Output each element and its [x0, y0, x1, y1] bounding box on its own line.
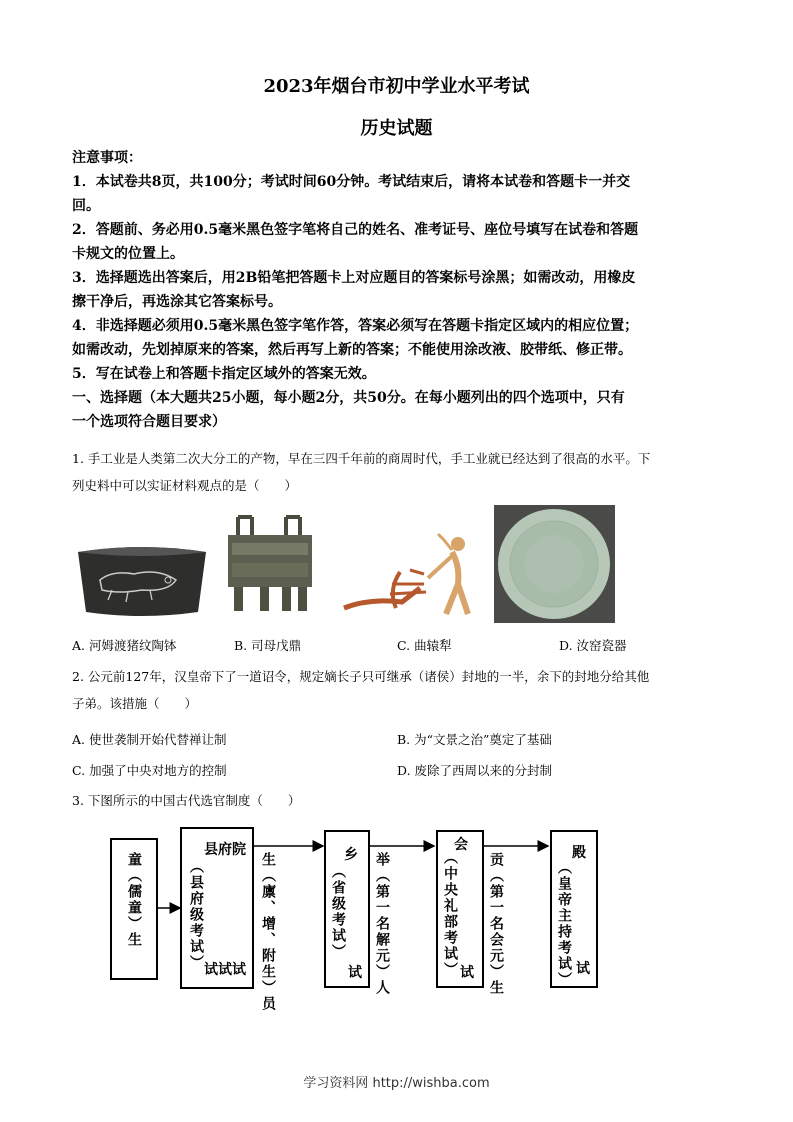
diagram-label: 试 [576, 961, 590, 977]
diagram-label: （皇帝主持考试） [556, 860, 572, 988]
exam-title: 2023年烟台市初中学业水平考试 [263, 76, 530, 97]
notice-line: 3．选择题选出答案后，用2B铅笔把答题卡上对应题目的答案标号涂黑；如需改动，用橡皮 [72, 270, 636, 286]
q2-option-c[interactable]: C. 加强了中央对地方的控制 [72, 763, 227, 778]
diagram-label: （中央礼部考试） [442, 850, 458, 978]
diagram-box-county-exam [180, 827, 254, 989]
diagram-label: 殿 [572, 845, 586, 861]
diagram-label: 童（儒童）生 [126, 852, 142, 948]
notice-line: 5．写在试卷上和答题卡指定区域外的答案无效。 [72, 366, 376, 382]
diagram-label: 试 [460, 965, 474, 981]
notice-line: 如需改动，先划掉原来的答案，然后再写上新的答案；不能使用涂改液、胶带纸、修正带。 [72, 342, 632, 358]
diagram-box-tongsheng [110, 838, 158, 980]
q1-option-d[interactable]: D. 汝窑瓷器 [559, 638, 627, 653]
diagram-label: 县府院 [204, 842, 246, 858]
question-2-line: 2. 公元前127年，汉皇帝下了一道诏令，规定嫡长子只可继承（诸侯）封地的一半，余下的封地分给其他 [72, 669, 650, 684]
diagram-label: （省级考试） [330, 864, 346, 960]
q1-option-a[interactable]: A. 河姆渡猪纹陶钵 [72, 638, 177, 653]
question-1-line: 1. 手工业是人类第二次大分工的产物，早在三四千年前的商周时代，手工业就已经达到了很高的水平。下 [72, 451, 651, 466]
diagram-box-provincial-exam [324, 830, 370, 988]
diagram-box-metropolitan-exam [436, 830, 484, 988]
notice-line: 1．本试卷共8页，共100分；考试时间60分钟。考试结束后，请将本试卷和答题卡一并交 [72, 174, 631, 190]
diagram-label-juren: 举（第一名解元）人 [374, 852, 390, 996]
q2-option-b[interactable]: B. 为“文景之治”奠定了基础 [397, 732, 552, 747]
notice-line: 卡规文的位置上。 [72, 246, 184, 262]
exam-subtitle: 历史试题 [360, 118, 433, 139]
q1-option-b[interactable]: B. 司母戊鼎 [234, 638, 302, 653]
section-heading-line: 一个选项符合题目要求） [72, 414, 226, 430]
footer-watermark: 学习资料网 http://wishba.com [303, 1076, 490, 1091]
section-heading-line: 一、选择题（本大题共25小题，每小题2分，共50分。在每小题列出的四个选项中，只有 [72, 390, 625, 406]
notice-line: 擦干净后，再选涂其它答案标号。 [72, 294, 282, 310]
diagram-label: 乡 [344, 847, 358, 863]
diagram-label: （县府级考试） [188, 859, 204, 971]
notice-heading: 注意事项： [72, 150, 142, 166]
notice-line: 4．非选择题必须用0.5毫米黑色签字笔作答，答案必须写在答题卡指定区域内的相应位置； [72, 318, 639, 334]
diagram-label: 试 [348, 965, 362, 981]
question-2-line: 子弟。该措施（ ） [72, 696, 198, 711]
diagram-label: 试试试 [204, 962, 246, 978]
question-1-line: 列史料中可以实证材料观点的是（ ） [72, 478, 298, 493]
q2-option-a[interactable]: A. 使世袭制开始代替禅让制 [72, 732, 227, 747]
diagram-label: 会 [454, 837, 468, 853]
diagram-label-shengyuan: 生（廪、增、附生）员 [260, 852, 276, 1012]
diagram-box-palace-exam [550, 830, 598, 988]
q1-option-c[interactable]: C. 曲辕犁 [397, 638, 452, 653]
q2-option-d[interactable]: D. 废除了西周以来的分封制 [397, 763, 553, 778]
notice-line: 回。 [72, 198, 100, 214]
notice-line: 2．答题前、务必用0.5毫米黑色签字笔将自己的姓名、准考证号、座位号填写在试卷和答题 [72, 222, 639, 238]
question-3-text: 3. 下图所示的中国古代选官制度（ ） [72, 793, 301, 808]
diagram-label-gongsheng: 贡（第一名会元）生 [488, 852, 504, 996]
